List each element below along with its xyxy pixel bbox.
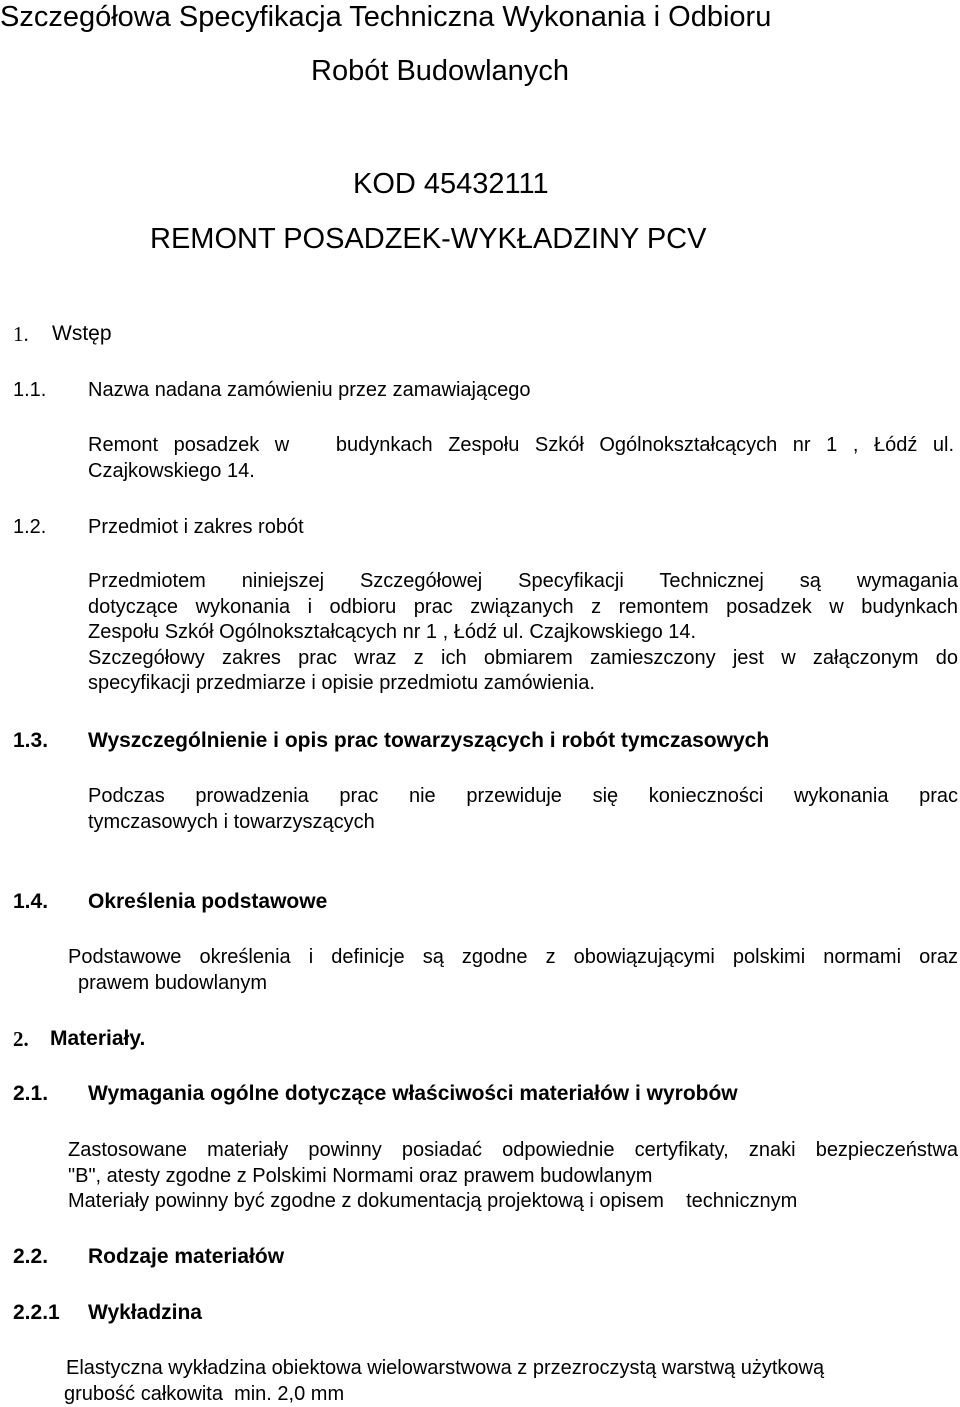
- section-1-2-line: Zespołu Szkół Ogólnokształcących nr 1 , Łódź ul. Czajkowskiego 14.: [88, 621, 697, 643]
- section-1-4-line: Podstawowe określenia i definicje są zgodne z obowiązującymi polskimi normami oraz: [68, 946, 958, 968]
- section-1-3-body: [88, 784, 958, 835]
- section-2-2-1-title: Wykładzina: [88, 1301, 202, 1324]
- section-1-number: 1.: [13, 322, 29, 346]
- section-1-1-title: Nazwa nadana zamówieniu przez zamawiającego: [88, 379, 531, 401]
- section-1-2-line: Szczegółowy zakres prac wraz z ich obmiarem zamieszczony jest w załączonym do: [88, 646, 958, 669]
- section-1-4-number: 1.4.: [13, 890, 49, 913]
- section-2-number: 2.: [13, 1027, 29, 1051]
- section-2-2-number: 2.2.: [13, 1245, 49, 1268]
- section-2-1-line: "B", atesty zgodne z Polskimi Normami oraz prawem budowlanym: [68, 1164, 653, 1187]
- section-1-3-number: 1.3.: [13, 729, 49, 752]
- document-title: Szczegółowa Specyfikacja Techniczna Wykonania i Odbioru: [0, 1, 772, 33]
- section-1-1-body: [88, 433, 954, 484]
- section-1-2-line: dotyczące wykonania i odbioru prac związanych z remontem posadzek w budynkach: [88, 595, 958, 618]
- section-2-2-1-line: grubość całkowita min. 2,0 mm: [64, 1382, 345, 1405]
- section-1-3-line: Podczas prowadzenia prac nie przewiduje się konieczności wykonania prac: [88, 785, 958, 807]
- section-1-title: Wstęp: [52, 322, 112, 345]
- section-2-2-1-body: [66, 1356, 824, 1407]
- section-2-1-body: [68, 1138, 958, 1215]
- section-1-1-number: 1.1.: [13, 379, 47, 401]
- section-1-4-line: prawem budowlanym: [78, 971, 267, 994]
- section-2-title: Materiały.: [50, 1027, 146, 1050]
- section-1-4-body: [68, 945, 958, 996]
- section-1-1-line: Czajkowskiego 14.: [88, 459, 255, 482]
- section-2-1-title: Wymagania ogólne dotyczące właściwości materiałów i wyrobów: [88, 1082, 738, 1105]
- section-2-1-line: Zastosowane materiały powinny posiadać odpowiednie certyfikaty, znaki bezpieczeństwa: [68, 1139, 958, 1161]
- document-code: KOD 45432111: [353, 168, 549, 200]
- section-2-1-line: Materiały powinny być zgodne z dokumentacją projektową i opisem technicznym: [68, 1190, 798, 1212]
- section-2-2-title: Rodzaje materiałów: [88, 1245, 285, 1268]
- document-subtitle: REMONT POSADZEK-WYKŁADZINY PCV: [150, 223, 707, 255]
- section-1-4-title: Określenia podstawowe: [88, 890, 328, 913]
- section-2-1-number: 2.1.: [13, 1082, 49, 1105]
- section-2-2-1-line: Elastyczna wykładzina obiektowa wielowarstwowa z przezroczystą warstwą użytkową: [66, 1357, 825, 1379]
- section-1-2-line: specyfikacji przedmiarze i opisie przedmiotu zamówienia.: [88, 672, 595, 694]
- section-1-2-number: 1.2.: [13, 516, 47, 538]
- section-1-1-line: Remont posadzek w budynkach Zespołu Szkół Ogólnokształcących nr 1 , Łódź ul.: [88, 434, 954, 456]
- section-1-3-line: tymczasowych i towarzyszących: [88, 810, 375, 833]
- section-1-3-title: Wyszczególnienie i opis prac towarzyszących i robót tymczasowych: [88, 729, 770, 752]
- section-1-2-title: Przedmiot i zakres robót: [88, 516, 304, 538]
- document-title-line2: Robót Budowlanych: [311, 55, 569, 87]
- section-2-2-1-number: 2.2.1: [13, 1301, 60, 1324]
- section-1-2-body: [88, 569, 958, 697]
- section-1-2-line: Przedmiotem niniejszej Szczegółowej Specyfikacji Technicznej są wymagania: [88, 570, 958, 592]
